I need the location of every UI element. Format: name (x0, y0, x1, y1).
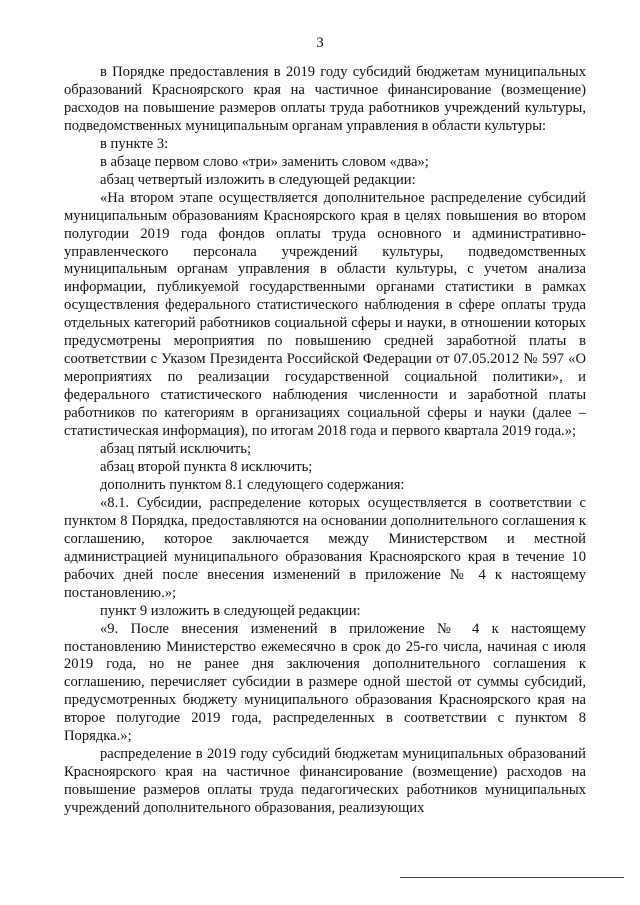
paragraph-9-text: «9. После внесения изменений в приложение № 4 к настоящему постановлению Министерство ежемесячно в срок до 25-го числа, начиная с июля 2019 года, но не ранее дня заключения дополнительного соглашения к соглашению, перечисляет субсидии в размере одной шестой от суммы субсидий, предусмотренных бюджету муниципального образования Красноярского края на второе полугодие 2019 года, распределенных в соответствии с пунктом 8 Порядка.»; (64, 620, 586, 745)
paragraph-fourth-abzac: абзац четвертый изложить в следующей редакции: (100, 171, 416, 188)
paragraph-intro: в Порядке предоставления в 2019 году субсидий бюджетам муниципальных образований Красноярского края на частичное финансирование (возмещение) расходов на повышение размеров оплаты труда работников учреждений культуры, подведомственных муниципальным органам управления в области культуры: (64, 64, 586, 134)
page-number: 3 (316, 35, 324, 51)
paragraph-item-3: в пункте 3: (100, 135, 169, 152)
footer-rule (400, 877, 624, 878)
paragraph-fifth-abzac-excluded: абзац пятый исключить; (100, 441, 252, 458)
paragraph-distribution: распределение в 2019 году субсидий бюджетам муниципальных образований Красноярского края на частичное финансирование (возмещение) расходов на повышение размеров оплаты труда педагогических работников муниципальных учреждений дополнительного образования, реализующих (64, 746, 586, 817)
paragraph-second-stage: «На втором этапе осуществляется дополнительное распределение субсидий муниципальным образованиям Красноярского края в целях повышения во втором полугодии 2019 года фондов оплаты труда основного и административно-управленческого персонала учреждений культуры, подведомственных муниципальным органам управления в области культуры, с учетом анализа информации, публикуемой государственными органами статистики в рамках осуществления федерального статистического наблюдения в сфере оплаты труда отдельных категорий работников социальной сферы и науки, в отношении которых предусмотрены мероприятия по повышению средней заработной платы в соответствии с Указом Президента Российской Федерации от 07.05.2012 № 597 «О мероприятиях по реализации государственной социальной политики», и федерального статистического наблюдения численности и заработной платы работников по категориям в организациях социальной сферы и науки (далее – статистическая информация), по итогам 2018 года и первого квартала 2019 года.»; (64, 189, 586, 440)
paragraph-item-8-excluded: абзац второй пункта 8 исключить; (100, 458, 313, 475)
paragraph-item-9: пункт 9 изложить в следующей редакции: (100, 602, 361, 619)
paragraph-8-1-text: «8.1. Субсидии, распределение которых осуществляется в соответствии с пунктом 8 Порядка, предоставляются на основании дополнительного соглашения к соглашению, которое заключается между Министерством и местной администрацией муниципального образования Красноярского края в течение 10 рабочих дней после внесения изменений в приложение № 4 к настоящему постановлению.»; (64, 494, 586, 601)
paragraph-add-8-1: дополнить пунктом 8.1 следующего содержания: (100, 476, 405, 493)
document-body (64, 64, 586, 818)
paragraph-word-replace: в абзаце первом слово «три» заменить словом «два»; (100, 153, 429, 170)
